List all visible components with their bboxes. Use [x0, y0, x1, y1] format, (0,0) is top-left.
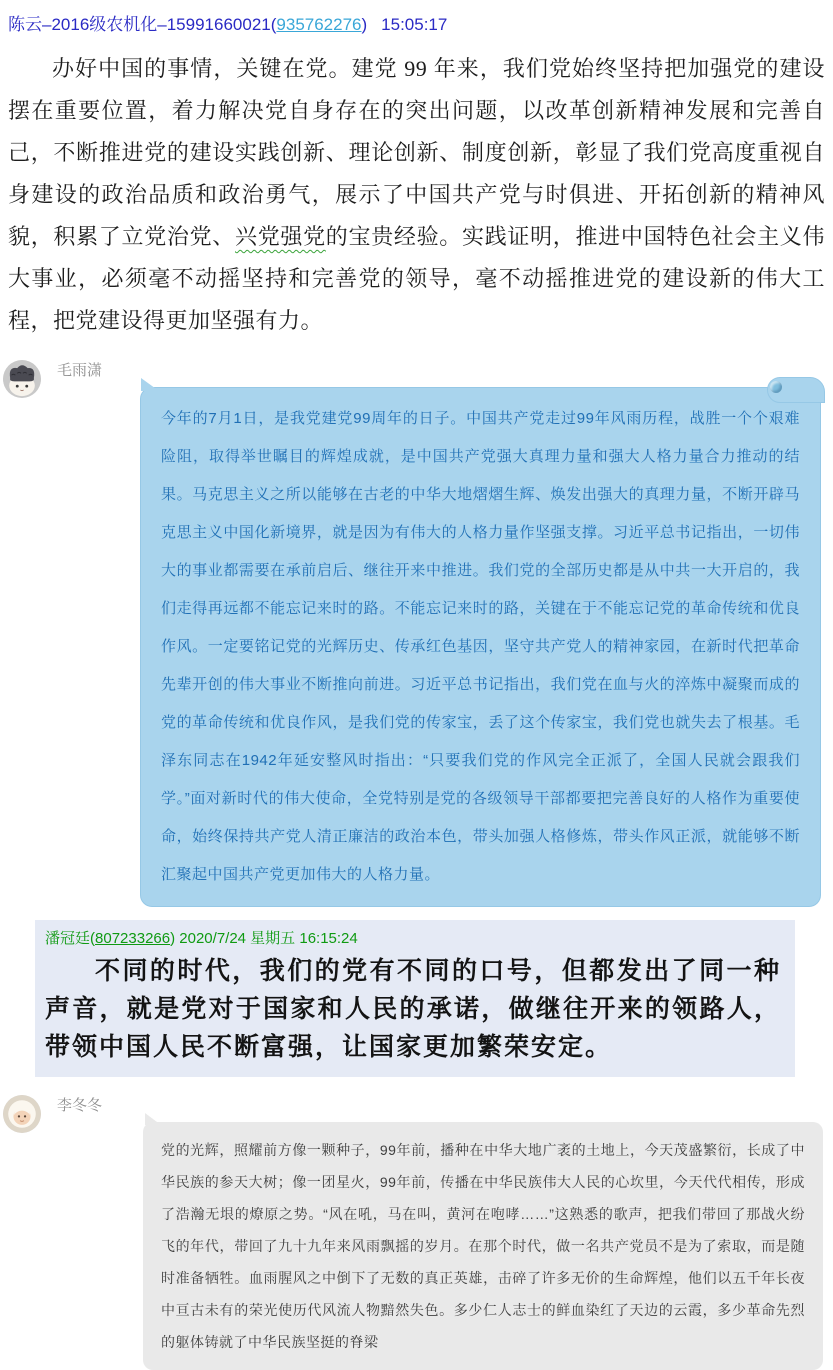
chat-bubble-gray: [143, 1122, 823, 1370]
baby-avatar-icon: [3, 1095, 41, 1133]
sender-name: 李冬冬: [57, 1097, 103, 1114]
bubble-tail: [141, 378, 159, 391]
bubble-corner-dot-icon: [770, 381, 782, 393]
paragraph-text-before: 办好中国的事情，关键在党。建党 99 年来，我们党始终坚持把加强党的建设摆在重要位置，着力解决党自身存在的突出问题，以改革创新精神发展和完善自己，不断推进党的建设实践创新、理论创新、制度创新，彰显了我们党高度重视自身建设的政治品质和政治勇气，展示了中国共产党与时俱进、开拓创新的精神风貌，积累了立党治党、: [8, 56, 825, 249]
sender-name: 毛雨潇: [57, 362, 103, 379]
message-time: 15:05:17: [381, 15, 448, 34]
qq-number-link[interactable]: 935762276: [276, 15, 362, 34]
paren-close: ): [361, 15, 368, 34]
avatar[interactable]: [3, 1095, 41, 1133]
quote-qq-number-link[interactable]: 807233266: [95, 930, 171, 947]
bubble-tail: [145, 1113, 161, 1125]
chat-message-2: [0, 1093, 833, 1370]
quote-sender-name: 潘冠廷: [45, 930, 91, 947]
cat-avatar-icon: [3, 360, 41, 398]
quote-datetime: 2020/7/24 星期五 16:15:24: [179, 930, 358, 947]
paren-open: (: [270, 15, 277, 34]
quoted-chat-record: [35, 920, 795, 1077]
chat-message-1: [0, 358, 833, 907]
chat-bubble-blue: [140, 387, 821, 907]
document-paragraph: [8, 48, 825, 342]
avatar[interactable]: [3, 360, 41, 398]
message-text: 党的光辉，照耀前方像一颗种子，99年前，播种在中华大地广袤的土地上，今天茂盛繁衍，长成了中华民族的参天大树；像一团星火，99年前，传播在中华民族伟大人民的心坎里，今天代代相传，形成了浩瀚无垠的燎原之势。“风在吼，马在叫，黄河在咆哮……”这熟悉的歌声，把我们带回了那战火纷飞的年代，带回了九十九年来风雨飘摇的岁月。在那个时代，做一名共产党员不是为了索取，而是随时准备牺牲。血雨腥风之中倒下了无数的真正英雄，击碎了许多无价的生命辉煌，他们以五千年长夜中亘古未有的荣光使历代风流人物黯然失色。多少仁人志士的鲜血染红了天边的云霞，多少革命先烈的躯体铸就了中华民族坚挺的脊梁: [161, 1142, 805, 1350]
quote-header: [45, 927, 781, 948]
message-text: 今年的7月1日，是我党建党99周年的日子。中国共产党走过99年风雨历程，战胜一个个艰难险阻，取得举世瞩目的辉煌成就，是中国共产党强大真理力量和强大人格力量合力推动的结果。马克思主义之所以能够在古老的中华大地熠熠生辉、焕发出强大的真理力量，不断开辟马克思主义中国化新境界，就是因为有伟大的人格力量作坚强支撑。习近平总书记指出，一切伟大的事业都需要在承前启后、继往开来中推进。我们党的全部历史都是从中共一大开启的，我们走得再远都不能忘记来时的路。不能忘记来时的路，关键在于不能忘记党的革命传统和优良作风。一定要铭记党的光辉历史、传承红色基因，坚守共产党人的精神家园，在新时代把革命先辈开创的伟大事业不断推向前进。习近平总书记指出，我们党在血与火的淬炼中凝聚而成的党的革命传统和优良作风，是我们党的传家宝，丢了这个传家宝，我们党也就失去了根基。毛泽东同志在1942年延安整风时指出：“只要我们党的作风完全正派了，全国人民就会跟我们学。”面对新时代的伟大使命，全党特别是党的各级领导干部都要把完善良好的人格作为重要使命，始终保持共产党人清正廉洁的政治本色，带头加强人格修炼，带头作风正派，就能够不断汇聚起中国共产党更加伟大的人格力量。: [161, 410, 800, 883]
sender-name-header: 陈云–2016级农机化–15991660021: [8, 15, 271, 34]
message-header: [0, 0, 833, 35]
quote-paren-close: ): [170, 930, 176, 947]
quote-paren-open: (: [90, 930, 96, 947]
paragraph-text-after: 的宝贵经验。实践证明，推进中国特色社会主义伟大事业，必须毫不动摇坚持和完善党的领导，毫不动摇推进党的建设新的伟大工程，把党建设得更加坚强有力。: [8, 224, 825, 333]
quote-text: 不同的时代，我们的党有不同的口号，但都发出了同一种声音，就是党对于国家和人民的承诺，做继往开来的领路人，带领中国人民不断富强，让国家更加繁荣安定。: [45, 958, 781, 1061]
paragraph-text-wavy-underlined: 兴党强党: [235, 224, 326, 249]
